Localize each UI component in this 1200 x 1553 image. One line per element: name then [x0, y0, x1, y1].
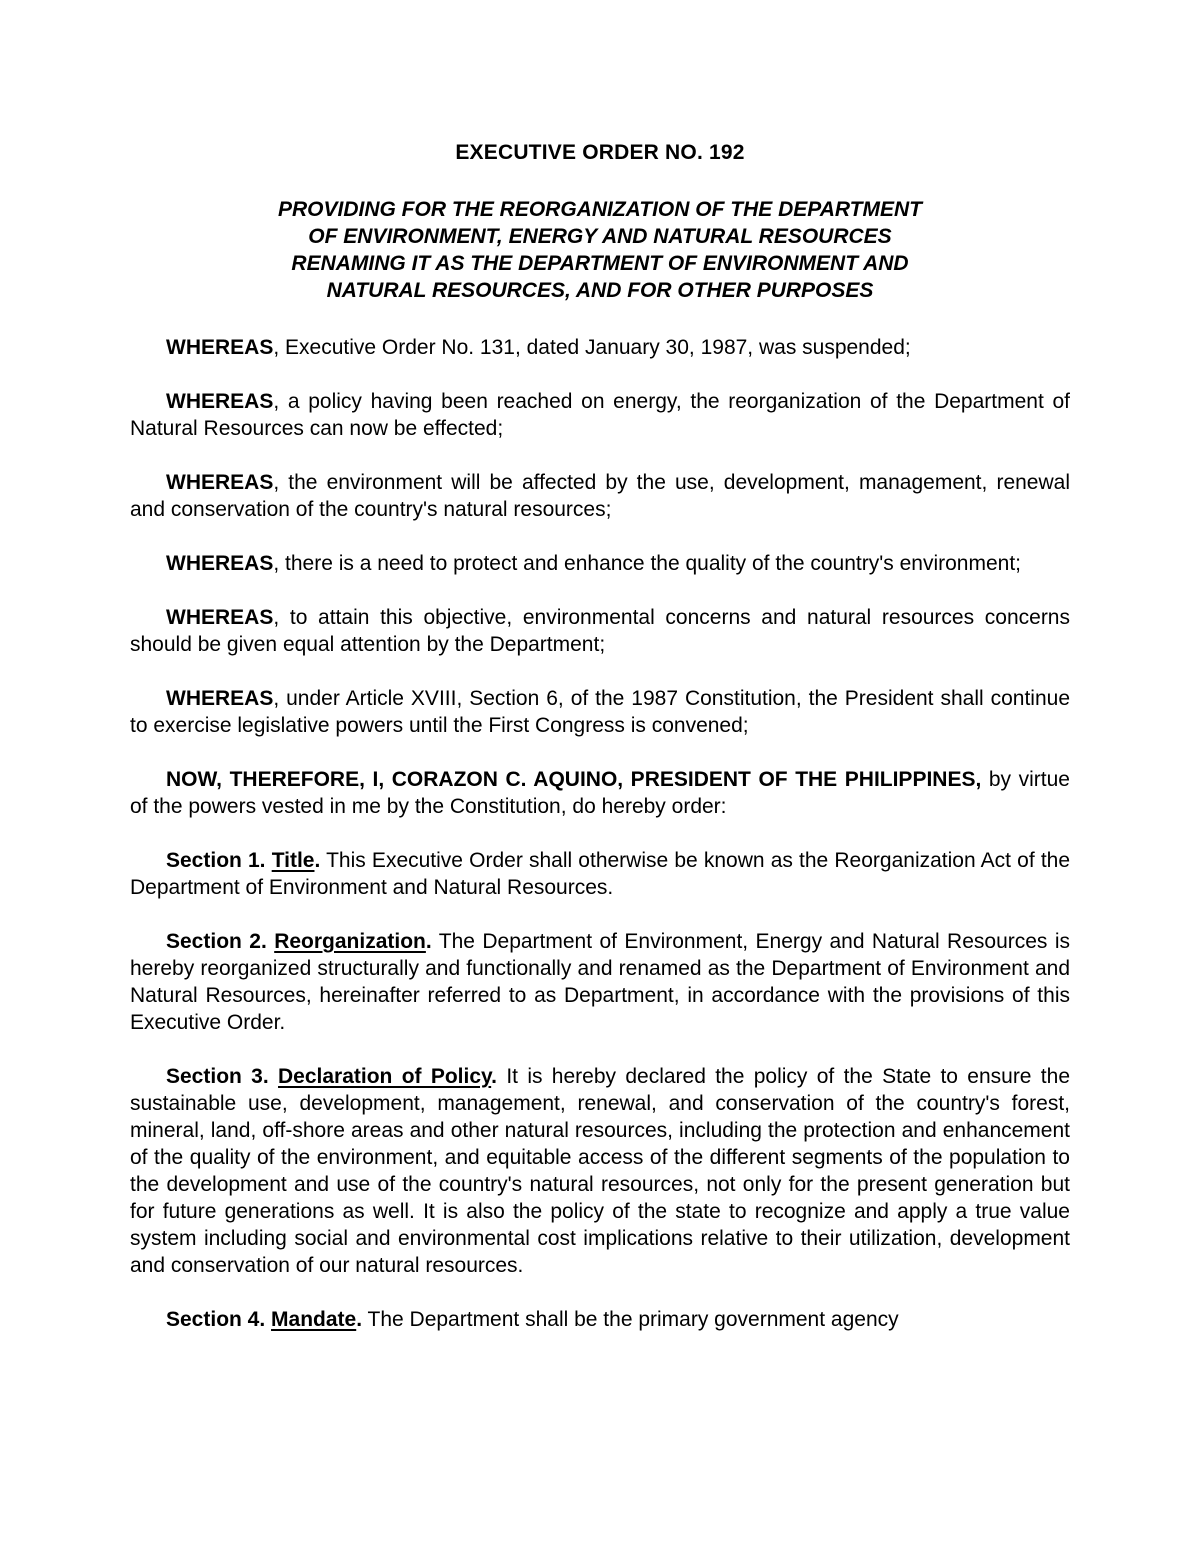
whereas-text: , the environment will be affected by the use, development, management, renewal and conservation of the country's natural resources; — [130, 471, 1070, 521]
section-heading-period: . — [425, 930, 432, 953]
subtitle-line: OF ENVIRONMENT, ENERGY AND NATURAL RESOURCES — [308, 225, 892, 248]
whereas-lead: WHEREAS — [166, 390, 274, 413]
whereas-text: , Executive Order No. 131, dated January 30, 1987, was suspended; — [273, 336, 911, 359]
whereas-clause-4 — [130, 550, 1070, 577]
section-heading-period: . — [314, 849, 321, 872]
subtitle-line: PROVIDING FOR THE REORGANIZATION OF THE DEPARTMENT — [277, 198, 922, 221]
whereas-clause-6 — [130, 685, 1070, 739]
whereas-lead: WHEREAS — [166, 471, 274, 494]
subtitle-line: RENAMING IT AS THE DEPARTMENT OF ENVIRONMENT AND — [291, 252, 909, 275]
section-text: The Department of Environment, Energy and Natural Resources is hereby reorganized structurally and functionally and renamed as the Department of Environment and Natural Resources, hereinafter referred to as Department, in accordance with the provisions of this Executive Order. — [130, 930, 1070, 1034]
section-2 — [130, 928, 1070, 1036]
whereas-text: , a policy having been reached on energy, the reorganization of the Department of Natural Resources can now be effected; — [130, 390, 1070, 440]
enacting-text: by virtue of the powers vested in me by the Constitution, do hereby order: — [130, 768, 1070, 818]
section-heading-period: . — [356, 1308, 363, 1331]
order-title: EXECUTIVE ORDER NO. 192 — [455, 141, 745, 164]
section-4 — [130, 1306, 1070, 1333]
section-text: The Department shall be the primary government agency — [362, 1308, 899, 1331]
section-heading: Reorganization — [274, 930, 426, 953]
subtitle-line: NATURAL RESOURCES, AND FOR OTHER PURPOSES — [326, 279, 874, 302]
section-text: This Executive Order shall otherwise be known as the Reorganization Act of the Department of Environment and Natural Resources. — [130, 849, 1071, 899]
whereas-clause-3 — [130, 469, 1070, 523]
enacting-lead: NOW, THEREFORE, I, CORAZON C. AQUINO, PRESIDENT OF THE PHILIPPINES, — [166, 768, 982, 791]
section-1 — [130, 847, 1070, 901]
section-text: It is hereby declared the policy of the State to ensure the sustainable use, development, management, renewal, and conservation of the country's forest, mineral, land, off-shore areas and other natural resources, including the protection and enhancement of the quality of the environment, and equitable access of the different segments of the population to the development and use of the country's natural resources, not only for the present generation but for future generations as well. It is also the policy of the state to recognize and apply a true value system including social and environmental cost implications relative to their utilization, development and conservation of our natural resources. — [130, 1065, 1070, 1277]
whereas-clause-2 — [130, 388, 1070, 442]
section-heading: Mandate — [271, 1308, 357, 1331]
whereas-text: , under Article XVIII, Section 6, of the 1987 Constitution, the President shall continue to exercise legislative powers until the First Congress is convened; — [130, 687, 1070, 737]
whereas-clause-5 — [130, 604, 1070, 658]
section-label: Section 2. — [166, 930, 275, 953]
whereas-text: , to attain this objective, environmental concerns and natural resources concerns should be given equal attention by the Department; — [130, 606, 1070, 656]
section-label: Section 1. — [166, 849, 272, 872]
section-heading-period: . — [491, 1065, 497, 1088]
whereas-lead: WHEREAS — [166, 336, 274, 359]
whereas-lead: WHEREAS — [166, 552, 274, 575]
document-page — [130, 140, 1070, 1333]
section-label: Section 3. — [166, 1065, 279, 1088]
enacting-clause — [130, 766, 1070, 820]
section-heading: Declaration of Policy — [278, 1065, 492, 1088]
section-label: Section 4. — [166, 1308, 272, 1331]
section-heading: Title — [271, 849, 315, 872]
whereas-text: , there is a need to protect and enhance the quality of the country's environment; — [273, 552, 1021, 575]
whereas-lead: WHEREAS — [166, 606, 274, 629]
order-subtitle — [130, 196, 1070, 304]
section-3 — [130, 1063, 1070, 1279]
whereas-clause-1 — [130, 334, 1070, 361]
whereas-lead: WHEREAS — [166, 687, 274, 710]
